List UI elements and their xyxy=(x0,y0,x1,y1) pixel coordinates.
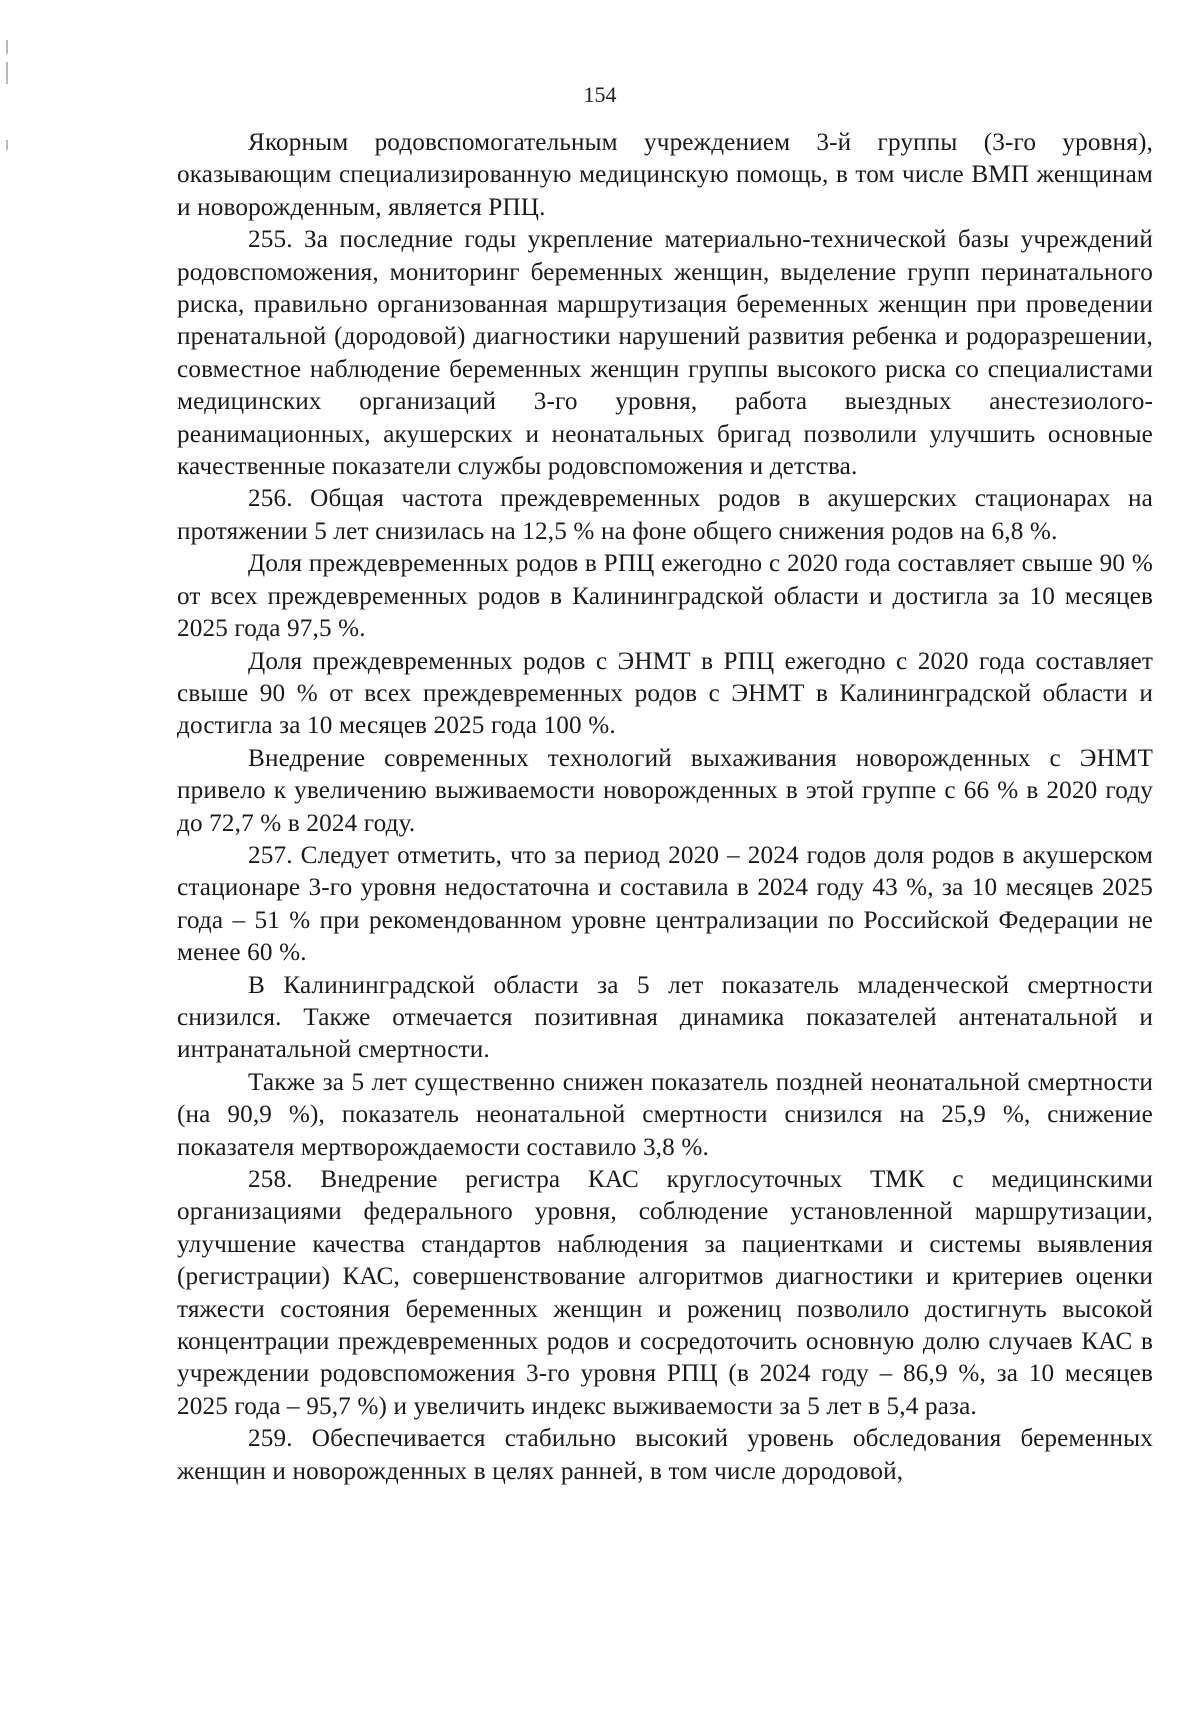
scan-margin-mark xyxy=(6,40,8,54)
paragraph-enmt-share: Доля преждевременных родов с ЭНМТ в РПЦ ежегодно с 2020 года составляет свыше 90 % от всех преждевременных родов с ЭНМТ в Калининградской области и достигла за 10 месяцев 2025 года 100 %. xyxy=(177,647,1153,740)
body-text xyxy=(177,127,1153,1488)
paragraph-neonatal-mortality: Также за 5 лет существенно снижен показатель поздней неонатальной смертности (на 90,9 %), показатель неонатальной смертности снизился на 25,9 %, снижение показателя мертворождаемости составило 3,8 %. xyxy=(177,1068,1153,1161)
paragraph-255: 255. За последние годы укрепление материально-технической базы учреждений родовспоможения, мониторинг беременных женщин, выделение групп перинатального риска, правильно организованная маршрутизация беременных женщин при проведении пренатальной (дородовой) диагностики нарушений развития ребенка и родоразрешении, совместное наблюдение беременных женщин группы высокого риска со специалистами медицинских организаций 3-го уровня, работа выездных анестезиолого-реанимационных, акушерских и неонатальных бригад позволили улучшить основные качественные показатели службы родовспоможения и детства. xyxy=(177,226,1153,481)
paragraph-enmt-survival: Внедрение современных технологий выхаживания новорожденных с ЭНМТ привело к увеличению выживаемости новорожденных в этой группе с 66 % в 2020 году до 72,7 % в 2024 году. xyxy=(177,744,1153,837)
paragraph-anchor-institution: Якорным родовспомогательным учреждением 3-й группы (3-го уровня), оказывающим специализированную медицинскую помощь, в том числе ВМП женщинам и новорожденным, является РПЦ. xyxy=(177,129,1153,221)
scan-margin-mark xyxy=(6,140,8,150)
paragraph-preterm-share: Доля преждевременных родов в РПЦ ежегодно с 2020 года составляет свыше 90 % от всех преждевременных родов в Калининградской области и достигла за 10 месяцев 2025 года 97,5 %. xyxy=(177,550,1153,643)
paragraph-257: 257. Следует отметить, что за период 2020 – 2024 годов доля родов в акушерском стационаре 3-го уровня недостаточна и составила в 2024 году 43 %, за 10 месяцев 2025 года – 51 % при рекомендованном уровне централизации по Российской Федерации не менее 60 %. xyxy=(177,841,1153,967)
paragraph-infant-mortality: В Калининградской области за 5 лет показатель младенческой смертности снизился. Также отмечается позитивная динамика показателей антенатальной и интранатальной смертности. xyxy=(177,971,1153,1064)
paragraph-256: 256. Общая частота преждевременных родов в акушерских стационарах на протяжении 5 лет снизилась на 12,5 % на фоне общего снижения родов на 6,8 %. xyxy=(177,485,1153,545)
page-number: 154 xyxy=(583,82,617,107)
scan-margin-mark xyxy=(6,62,8,84)
paragraph-258: 258. Внедрение регистра КАС круглосуточных ТМК с медицинскими организациями федерального уровня, соблюдение установленной маршрутизации, улучшение качества стандартов наблюдения за пациентками и системы выявления (регистрации) КАС, совершенствование алгоритмов диагностики и критериев оценки тяжести состояния беременных женщин и рожениц позволило достигнуть высокой концентрации преждевременных родов и сосредоточить основную долю случаев КАС в учреждении родовспоможения 3-го уровня РПЦ (в 2024 году – 86,9 %, за 10 месяцев 2025 года – 95,7 %) и увеличить индекс выживаемости за 5 лет в 5,4 раза. xyxy=(177,1166,1153,1420)
paragraph-259: 259. Обеспечивается стабильно высокий уровень обследования беременных женщин и новорожденных в целях ранней, в том числе дородовой, xyxy=(177,1425,1153,1485)
